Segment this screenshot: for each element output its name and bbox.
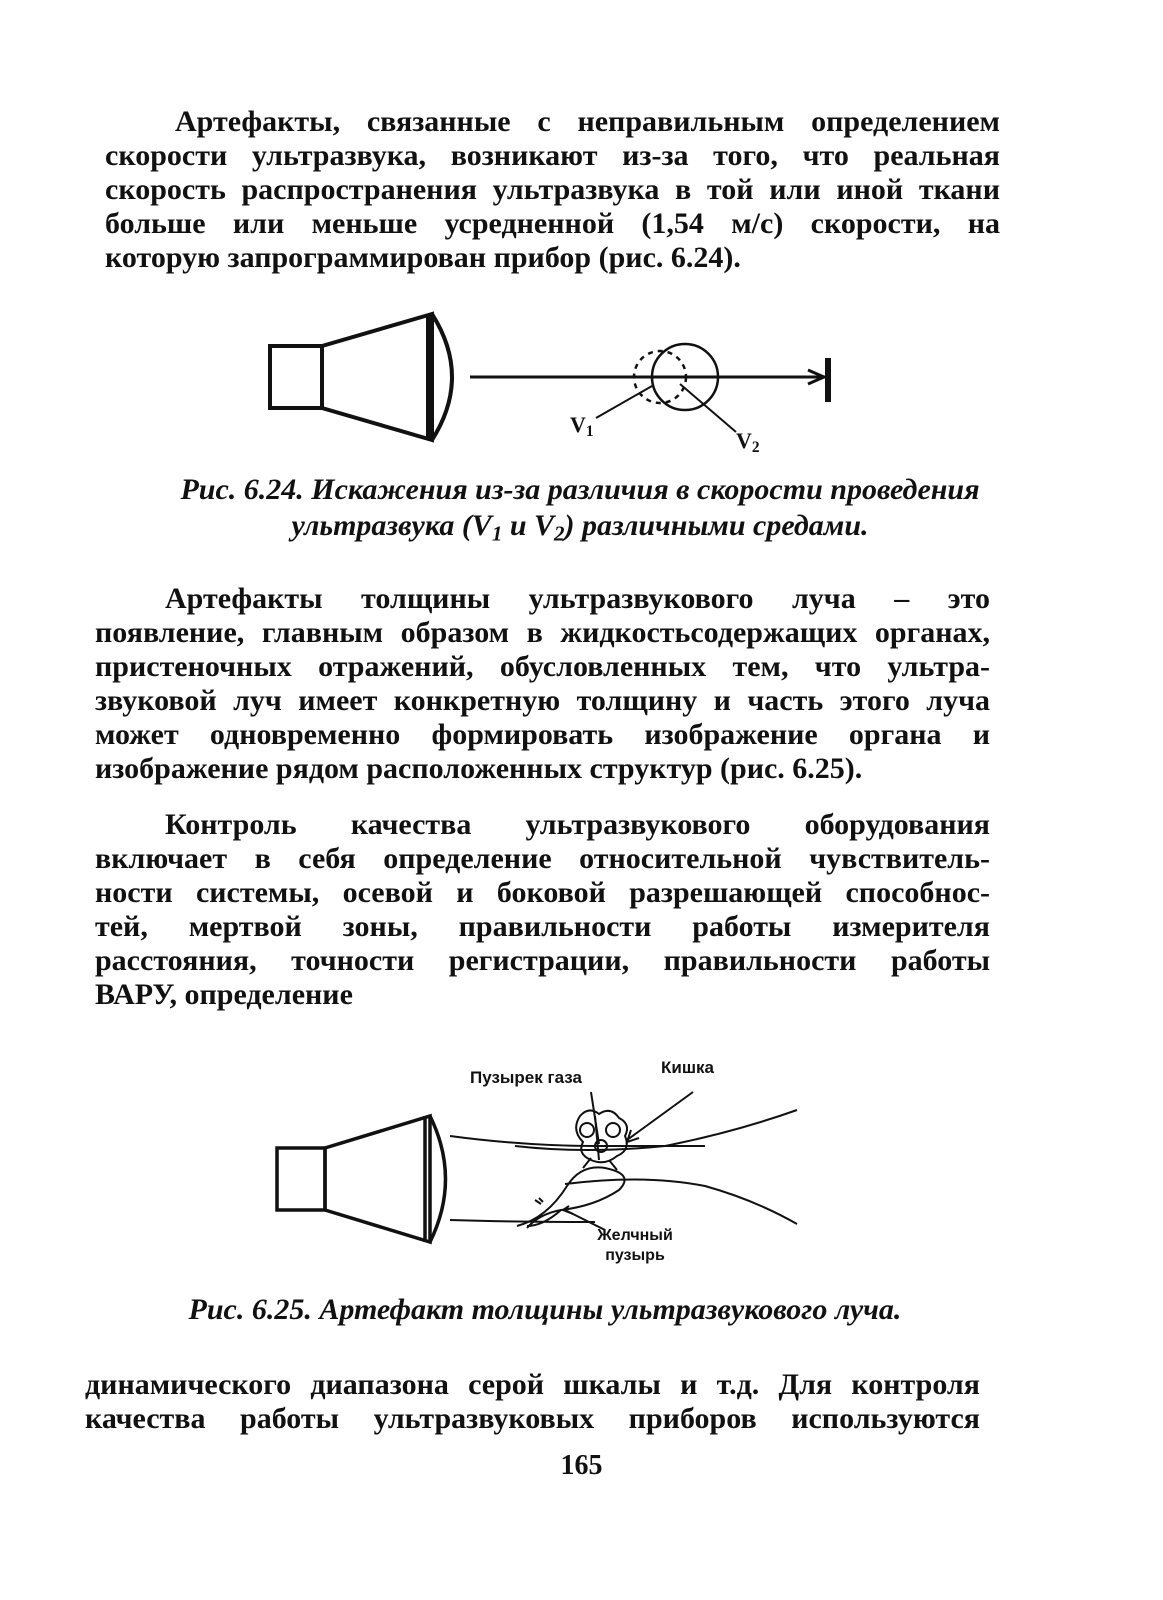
paragraph-line: динамического диапазона серой шкалы и т.д. Для контроля [85,1368,980,1401]
label-gas-bubble: Пузырек газа [470,1068,582,1087]
paragraph-line: пристеночных отражений, обусловленных тем, что ультра- [95,650,990,683]
paragraph-line: скорость распространения ультразвука в той или иной ткани [105,173,1000,206]
caption-line: ультразвука ($V_1$ и $V_2$) различными средами. [291,509,869,546]
intestine-wall-upper [515,1110,797,1150]
paragraph-line: появление, главным образом в жидкостьсодержащих органах, [95,616,990,649]
label-gallbladder: Желчный пузырь [597,1227,673,1264]
transducer-housing [270,346,322,408]
paragraph-line: может одновременно формировать изображение органа и [95,718,990,751]
paragraph-speed-artifacts [105,105,1000,275]
caption-6-25 [100,1292,990,1328]
transducer-housing [277,1148,325,1210]
leader-gas-bubble [591,1092,599,1144]
intestine-wall-lower [565,1179,797,1224]
paragraph-line: расстояния, точности регистрации, правильности работы [95,944,990,977]
transducer-face [432,314,452,440]
caption-line: Рис. 6.24. Искажения из-за различия в скорости проведения [180,473,980,506]
paragraph-line: качества работы ультразвуковых приборов используются [85,1402,980,1435]
label-v2: $V_2$ [736,428,760,456]
paragraph-line: Артефакты толщины ультразвукового луча – это [165,582,990,615]
paragraph-line: Контроль качества ультразвукового оборудования [165,808,990,841]
paragraph-line: которую запрограммирован прибор (рис. 6.24). [105,241,741,274]
paragraph-line: ВАРУ, определение [95,978,353,1011]
transducer-flare [325,1116,430,1242]
gallbladder-outline [517,1167,625,1228]
beam-lower-edge [450,1220,595,1222]
transducer-face [430,1116,446,1242]
page-number: 165 [560,1450,603,1481]
leader-v2 [680,384,736,432]
paragraph-beam-thickness [95,582,990,786]
paragraph-line: изображение рядом расположенных структур (рис. 6.25). [95,752,863,785]
gas-bubble-cluster [576,1110,627,1170]
beam-upper-edge [450,1136,705,1146]
transducer-flare [322,314,432,440]
leader-v1 [596,386,652,418]
label-intestine: Кишка [661,1058,714,1077]
paragraph-line: больше или меньше усредненной (1,54 м/с) скорости, на [105,207,1000,240]
figure-6-25 [265,1050,825,1280]
paragraph-continuation [85,1368,980,1436]
caption-6-24 [100,472,1060,551]
caption-line: Рис. 6.25. Артефакт толщины ультразвукового луча. [188,1293,902,1326]
paragraph-line: Артефакты, связанные с неправильным определением [175,105,1000,138]
paragraph-line: скорости ультразвука, возникают из-за того, что реальная [105,139,1000,172]
paragraph-line: звуковой луч имеет конкретную толщину и часть этого луча [95,684,990,717]
leader-intestine [627,1092,693,1140]
paragraph-quality-control [95,808,990,1012]
paragraph-line: включает в себя определение относительной чувствитель- [95,842,990,875]
paragraph-line: ности системы, осевой и боковой разрешающей способнос- [95,876,990,909]
figure-6-24-drawing [260,300,860,470]
paragraph-line: тей, мертвой зоны, правильности работы измерителя [95,910,990,943]
figure-6-24 [260,300,860,470]
label-v1: $V_1$ [570,412,594,440]
